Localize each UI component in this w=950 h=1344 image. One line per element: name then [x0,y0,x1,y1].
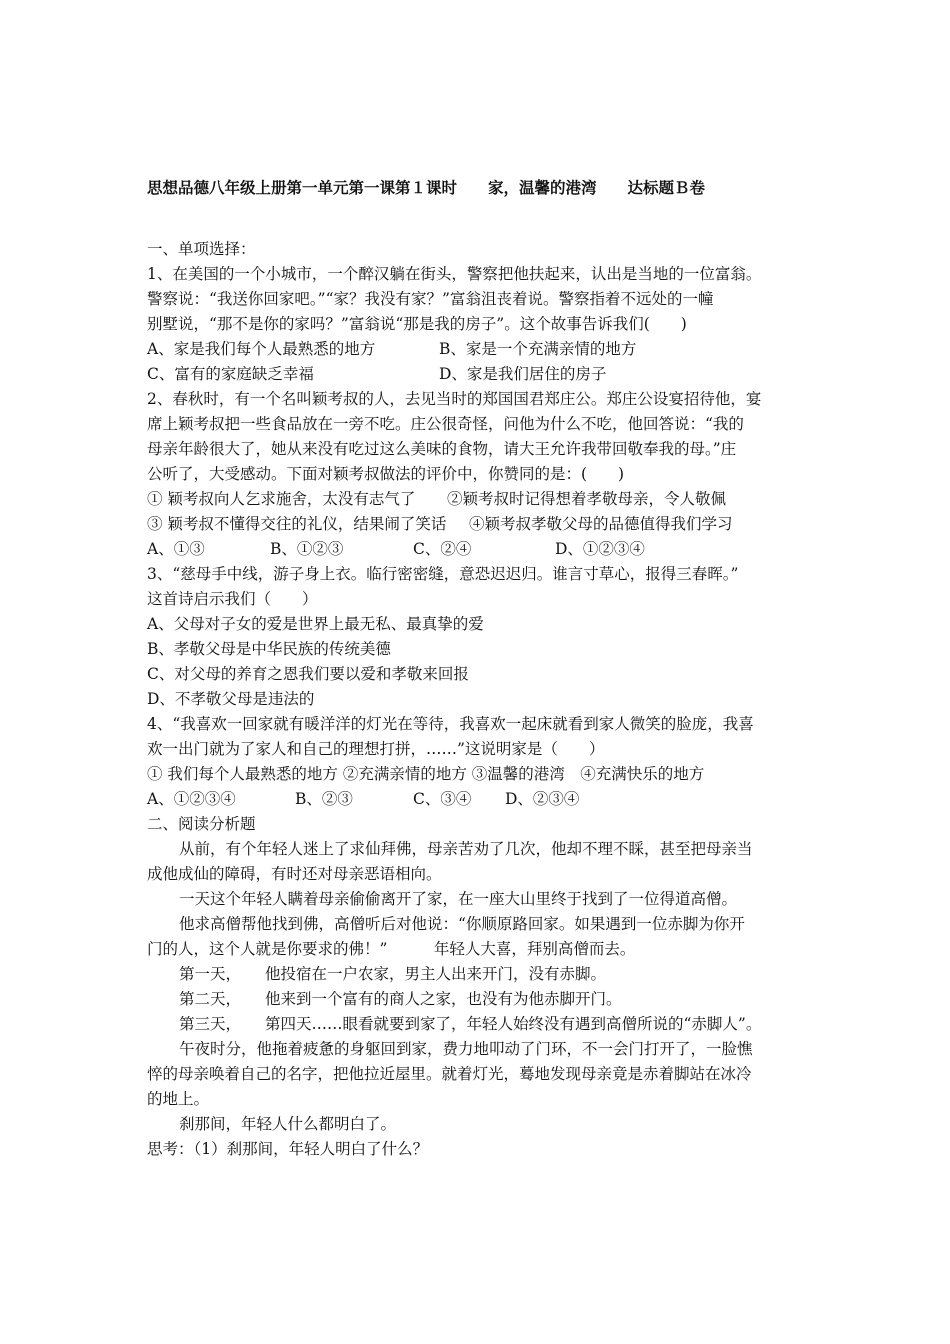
reading-paragraph2: 一天这个年轻人瞒着母亲偷偷离开了家，在一座大山里终于找到了一位得道高僧。 [179,890,738,908]
reading-day1-label: 第一天， [179,965,242,983]
reading-day2-label: 第二天， [179,990,242,1008]
q2-item1: ① 颖考叔向人乞求施舍，太没有志气了 [147,490,416,508]
q4-option-b: B、②③ [295,790,353,808]
q3-option-d: D、不孝敬父母是违法的 [147,690,315,708]
q2-line1: 2、春秋时，有一个名叫颖考叔的人，去见当时的郑国国君郑庄公。郑庄公设宴招待他，宴 [147,390,762,408]
reading-day3-text: 第四天……眼看就要到家了，年轻人始终没有遇到高僧所说的“赤脚人”。 [265,1015,762,1033]
think-question-1: 思考：（1）刹那间，年轻人明白了什么？ [147,1140,429,1158]
reading-paragraph1-line2: 成他成仙的障碍，有时还对母亲恶语相向。 [147,865,442,883]
q1-option-d: D、家是我们居住的房子 [439,365,607,383]
q4-line1: 4、“我喜欢一回家就有暖洋洋的灯光在等待，我喜欢一起床就看到家人微笑的脸庞，我喜 [147,715,754,733]
section2-heading: 二、阅读分析题 [147,815,256,833]
q1-option-b: B、家是一个充满亲情的地方 [439,340,637,358]
q2-option-b: B、①②③ [270,540,344,558]
q4-line2: 欢一出门就为了家人和自己的理想打拼，……”这说明家是（ ） [147,740,605,758]
q2-item4: ④颖考叔孝敬父母的品德值得我们学习 [469,515,733,533]
reading-day2-text: 他来到一个富有的商人之家，也没有为他赤脚开门。 [265,990,622,1008]
q2-item2: ②颖考叔时记得想着孝敬母亲，令人敬佩 [447,490,727,508]
q3-option-a: A、父母对子女的爱是世界上最无私、最真挚的爱 [147,615,484,633]
q2-line3: 母亲年龄很大了，她从来没有吃过这么美味的食物，请大王允许我带回敬奉我的母。”庄 [147,440,737,458]
q3-line2: 这首诗启示我们（ ） [147,590,318,608]
q2-option-c: C、②④ [413,540,472,558]
q1-line2: 警察说：“我送你回家吧。”“家？我没有家？”富翁沮丧着说。警察指着不远处的一幢 [147,290,714,308]
reading-paragraph3-line1: 他求高僧帮他找到佛，高僧听后对他说：“你顺原路回家。如果遇到一位赤脚为你开 [179,915,745,933]
q3-option-b: B、孝敬父母是中华民族的传统美德 [147,640,391,658]
q1-option-c: C、富有的家庭缺乏幸福 [147,365,314,383]
q4-option-c: C、③④ [413,790,472,808]
q4-option-d: D、②③④ [505,790,580,808]
q2-option-d: D、①②③④ [555,540,645,558]
reading-paragraph7-line1: 午夜时分，他拖着疲惫的身躯回到家，费力地叩动了门环，不一会门打开了，一脸憔 [179,1040,753,1058]
q2-line2: 席上颖考叔把一些食品放在一旁不吃。庄公很奇怪，问他为什么不吃，他回答说：“我的 [147,415,744,433]
q2-option-a: A、①③ [147,540,205,558]
reading-paragraph7-line3: 的地上。 [147,1090,210,1108]
q1-line1: 1、在美国的一个小城市，一个醉汉躺在街头，警察把他扶起来，认出是当地的一位富翁。 [147,265,762,283]
q2-item3: ③ 颖考叔不懂得交往的礼仪，结果闹了笑话 [147,515,447,533]
q3-option-c: C、对父母的养育之恩我们要以爱和孝敬来回报 [147,665,469,683]
reading-paragraph1-line1: 从前，有个年轻人迷上了求仙拜佛，母亲苦劝了几次，他却不理不睬，甚至把母亲当 [179,840,753,858]
q2-line4: 公听了，大受感动。下面对颖考叔做法的评价中，你赞同的是：( ) [147,465,625,483]
q4-option-a: A、①②③④ [147,790,236,808]
q3-line1: 3、“慈母手中线，游子身上衣。临行密密缝，意恐迟迟归。谁言寸草心，报得三春晖。” [147,565,739,583]
reading-day1-text: 他投宿在一户农家，男主人出来开门，没有赤脚。 [265,965,607,983]
reading-day3-label: 第三天， [179,1015,242,1033]
reading-paragraph7-line2: 悴的母亲唤着自己的名字，把他拉近屋里。就着灯光，蓦地发现母亲竟是赤着脚站在冰冷 [147,1065,752,1083]
section1-heading: 一、单项选择： [147,240,256,258]
q1-line3: 别墅说，“那不是你的家吗？”富翁说“那是我的房子”。这个故事告诉我们( ) [147,315,687,333]
reading-paragraph3-line2: 门的人，这个人就是你要求的佛！” 年轻人大喜，拜别高僧而去。 [147,940,636,958]
q1-option-a: A、家是我们每个人最熟悉的地方 [147,340,376,358]
q4-items: ① 我们每个人最熟悉的地方 ②充满亲情的地方 ③温馨的港湾 ④充满快乐的地方 [147,765,705,783]
document-title: 思想品德八年级上册第一单元第一课第１课时 家，温馨的港湾 达标题Ｂ卷 [147,178,706,197]
reading-paragraph8: 刹那间，年轻人什么都明白了。 [179,1115,397,1133]
